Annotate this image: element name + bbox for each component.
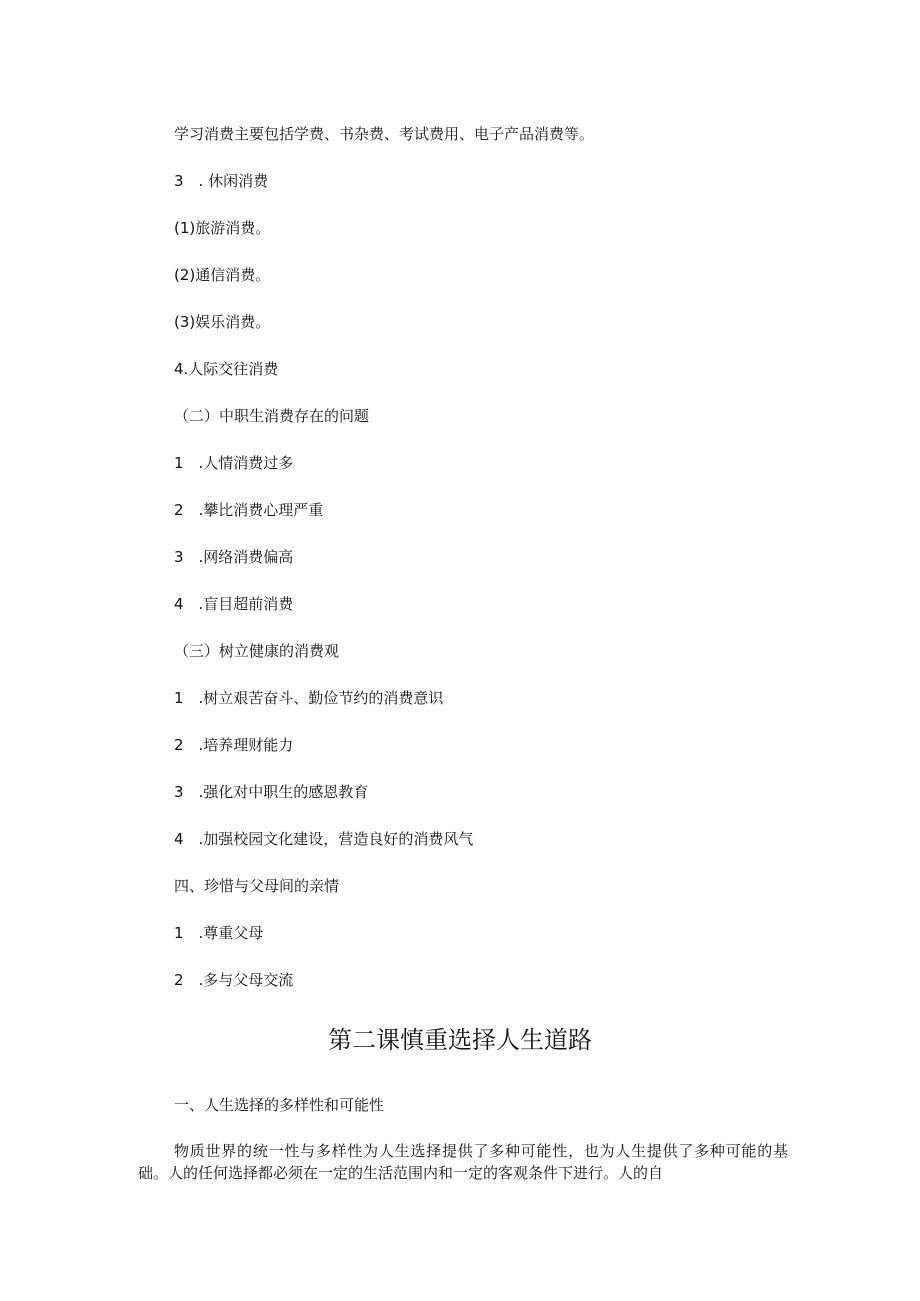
list-item: 3 .强化对中职生的感恩教育	[174, 783, 369, 801]
list-item: 1 .尊重父母	[174, 924, 264, 942]
list-item: 1 .人情消费过多	[174, 454, 294, 472]
list-item: (3)娱乐消费。	[174, 313, 271, 331]
section-heading-parents: 四、珍惜与父母间的亲情	[174, 877, 340, 895]
section-heading-choice: 一、人生选择的多样性和可能性	[174, 1096, 385, 1114]
subheading-leisure: 3 . 休闲消费	[174, 172, 269, 190]
list-item: 4 .盲目超前消费	[174, 595, 294, 613]
list-item: (2)通信消费。	[174, 266, 271, 284]
subheading-social: 4.人际交往消费	[174, 360, 279, 378]
section-heading-problems: （二）中职生消费存在的问题	[174, 407, 370, 425]
text-line: 学习消费主要包括学费、书杂费、考试费用、电子产品消费等。	[174, 125, 595, 143]
list-item: 3 .网络消费偏高	[174, 548, 294, 566]
list-item: (1)旅游消费。	[174, 219, 271, 237]
list-item: 2 .攀比消费心理严重	[174, 501, 324, 519]
section-heading-healthy: （三）树立健康的消费观	[174, 642, 340, 660]
list-item: 4 .加强校园文化建设，营造良好的消费风气	[174, 830, 474, 848]
list-item: 1 .树立艰苦奋斗、勤俭节约的消费意识	[174, 689, 444, 707]
list-item: 2 .多与父母交流	[174, 971, 294, 989]
body-paragraph: 物质世界的统一性与多样性为人生选择提供了多种可能性，也为人生提供了多种可能的基础。人的任何选择都必须在一定的生活范围内和一定的客观条件下进行。人的自	[138, 1142, 788, 1182]
list-item: 2 .培养理财能力	[174, 736, 294, 754]
lesson-title: 第二课慎重选择人生道路	[328, 1026, 592, 1054]
